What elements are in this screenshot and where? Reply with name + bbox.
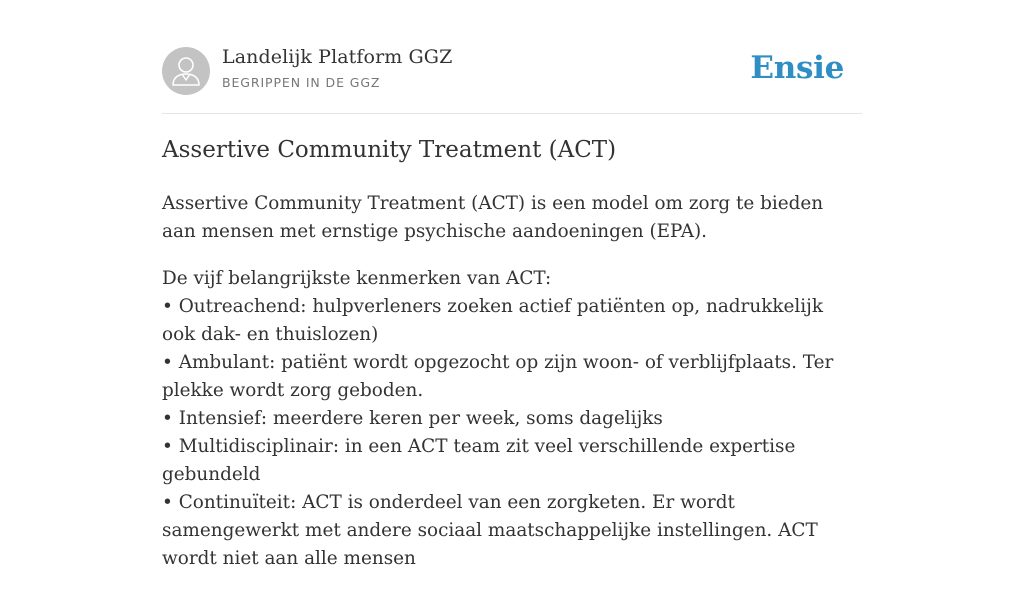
list-item: • Ambulant: patiënt wordt opgezocht op zijn woon- of verblijfplaats. Ter plekke wordt zorg geboden. [162,352,834,401]
article-title: Assertive Community Treatment (ACT) [162,137,617,163]
avatar[interactable] [162,47,210,95]
user-silhouette-icon [162,47,210,95]
list-item: • Intensief: meerdere keren per week, soms dagelijks [162,408,663,429]
header-divider [162,113,862,114]
list-heading: De vijf belangrijkste kenmerken van ACT: [162,268,552,289]
ensie-logo[interactable]: Ensie [750,50,844,86]
list-item: • Multidisciplinair: in een ACT team zit veel verschillende expertise gebundeld [162,436,796,485]
author-header [162,46,862,96]
characteristics-list [162,265,862,573]
list-item: • Outreachend: hulpverleners zoeken actief patiënten op, nadrukkelijk ook dak- en thuislozen) [162,296,823,345]
author-name[interactable]: Landelijk Platform GGZ [222,46,453,68]
article-intro: Assertive Community Treatment (ACT) is een model om zorg te bieden aan mensen met ernstige psychische aandoeningen (EPA). [162,193,824,242]
list-item: • Continuïteit: ACT is onderdeel van een zorgketen. Er wordt samengewerkt met andere sociaal maatschappelijke instellingen. ACT wordt niet aan alle mensen [162,492,818,569]
article-body [162,190,862,592]
author-subtitle: BEGRIPPEN IN DE GGZ [222,75,381,90]
